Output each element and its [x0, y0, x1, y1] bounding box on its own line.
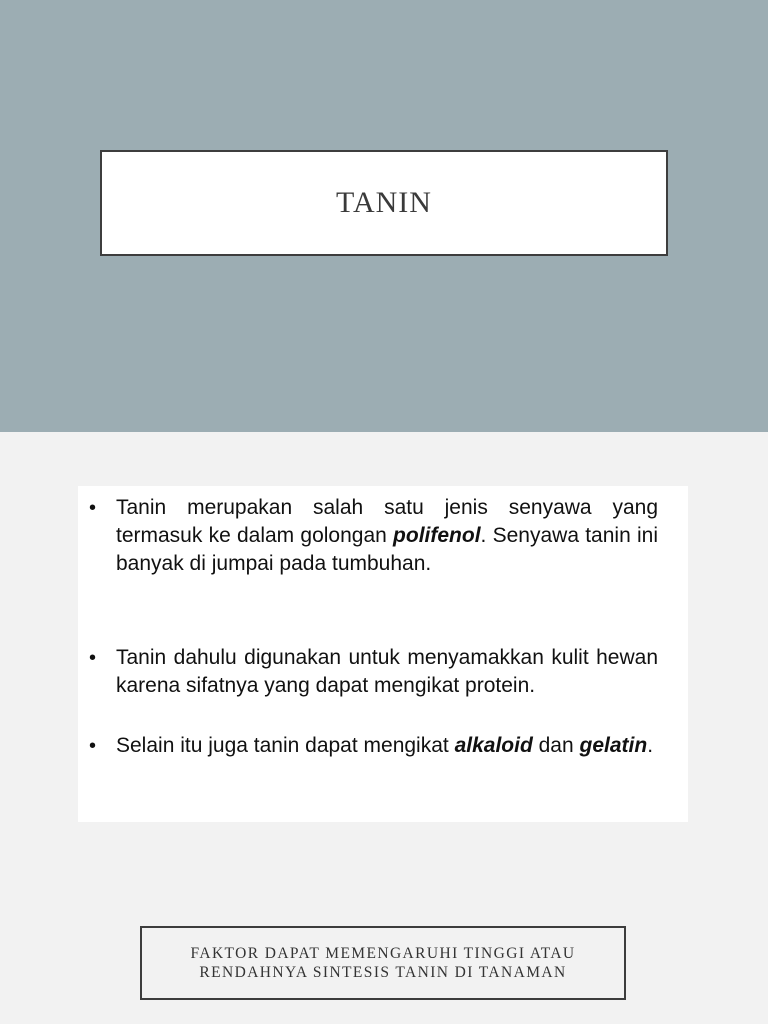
bullet-text-segment: .	[647, 734, 654, 757]
bullet-text-segment: Selain itu juga tanin dapat mengikat	[116, 734, 455, 757]
bullet-marker: •	[89, 647, 97, 669]
bullet-text	[116, 494, 658, 578]
emphasis-term: alkaloid	[454, 734, 533, 757]
bullet-text-segment: Tanin merupakan salah satu jenis senyawa yang termasuk ke dalam golongan	[116, 496, 658, 547]
bullet-text: Tanin dahulu digunakan untuk menyamakkan kulit hewan karena sifatnya yang dapat mengikat protein.	[116, 646, 658, 697]
bullet-marker: •	[89, 497, 97, 519]
bullet-marker: •	[89, 735, 97, 757]
page-title: TANIN	[336, 186, 432, 219]
footer-title-box	[140, 926, 626, 1000]
bullet-text	[116, 732, 658, 760]
footer-title: FAKTOR DAPAT MEMENGARUHI TINGGI ATAU RENDAHNYA SINTESIS TANIN DI TANAMAN	[190, 945, 576, 981]
bullet-text-segment: dan	[532, 734, 580, 757]
emphasis-term: polifenol	[393, 524, 481, 547]
emphasis-term: gelatin	[579, 734, 648, 757]
header-band	[0, 0, 768, 432]
title-box	[100, 150, 668, 256]
bullet-text-segment: . Senyawa tanin ini banyak di jumpai pada tumbuhan.	[116, 524, 658, 575]
content-card	[78, 486, 688, 822]
